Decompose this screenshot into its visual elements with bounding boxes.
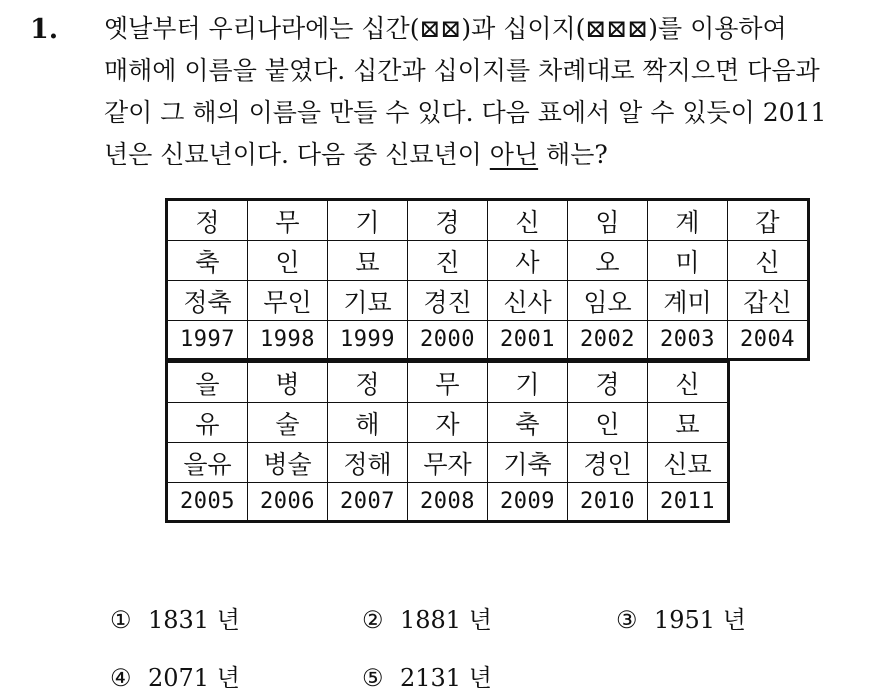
table-row: [167, 281, 809, 321]
table-cell: 임: [568, 200, 648, 241]
choice-text: 1831 년: [148, 606, 240, 634]
question-line-2: 매해에 이름을 붙였다. 십간과 십이지를 차례대로 짝지으면 다음과: [104, 56, 820, 85]
year-cell: 2004: [728, 321, 809, 360]
table-cell: 해: [328, 403, 408, 443]
table-cell: 병: [248, 362, 328, 403]
table-cell: 갑신: [728, 281, 809, 321]
year-cell: 1998: [248, 321, 328, 360]
question-line-4-lead: 년은 신묘년이다. 다음 중 신묘년이: [104, 140, 490, 169]
year-cell: 2006: [248, 483, 328, 522]
year-cell: 2009: [488, 483, 568, 522]
question-number: 1.: [30, 14, 59, 45]
table-cell: 신: [488, 200, 568, 241]
table-row: [167, 321, 809, 360]
table-cell: 경인: [568, 443, 648, 483]
table-cell: 사: [488, 241, 568, 281]
table-cell: 정해: [328, 443, 408, 483]
table-cell: 진: [408, 241, 488, 281]
choice-3[interactable]: [616, 600, 746, 635]
table-cell: 병술: [248, 443, 328, 483]
year-cell: 2001: [488, 321, 568, 360]
choice-mark: ③: [616, 606, 638, 634]
table-cell: 계: [648, 200, 728, 241]
year-cell: 2010: [568, 483, 648, 522]
choice-text: 2071 년: [148, 664, 240, 692]
question-line-1: 옛날부터 우리나라에는 십간(⊠⊠)과 십이지(⊠⊠⊠)를 이용하여: [104, 14, 787, 43]
question-line-3: 같이 그 해의 이름을 만들 수 있다. 다음 표에서 알 수 있듯이 2011: [104, 98, 827, 127]
cycle-table-1: [165, 198, 810, 361]
choice-5[interactable]: [362, 658, 492, 693]
table-cell: 갑: [728, 200, 809, 241]
question-text: [104, 8, 864, 176]
table-cell: 신묘: [648, 443, 729, 483]
table-cell: 을유: [167, 443, 248, 483]
table-cell: 축: [488, 403, 568, 443]
table-cell: 자: [408, 403, 488, 443]
table-cell: 경: [568, 362, 648, 403]
table-cell: 무: [408, 362, 488, 403]
table-cell: 을: [167, 362, 248, 403]
choice-text: 2131 년: [400, 664, 492, 692]
table-row: [167, 483, 729, 522]
table-cell: 신사: [488, 281, 568, 321]
year-cell: 2005: [167, 483, 248, 522]
table-cell: 기축: [488, 443, 568, 483]
year-cell: 2000: [408, 321, 488, 360]
underlined-word: 아닌: [489, 140, 539, 169]
year-cell: 2008: [408, 483, 488, 522]
question-line-4: [104, 134, 864, 176]
choice-mark: ②: [362, 606, 384, 634]
table-cell: 무: [248, 200, 328, 241]
cycle-table-2: [165, 360, 730, 523]
year-cell: 2011: [648, 483, 729, 522]
year-cell: 1999: [328, 321, 408, 360]
table-cell: 묘: [648, 403, 729, 443]
choice-mark: ⑤: [362, 664, 384, 692]
year-cell: 1997: [167, 321, 248, 360]
year-cell: 2003: [648, 321, 728, 360]
table-cell: 신: [728, 241, 809, 281]
table-cell: 기: [328, 200, 408, 241]
table-cell: 축: [167, 241, 248, 281]
choice-4[interactable]: [110, 658, 240, 693]
table-cell: 인: [248, 241, 328, 281]
question-line-4-tail: 해는?: [538, 140, 608, 169]
choice-text: 1881 년: [400, 606, 492, 634]
table-cell: 미: [648, 241, 728, 281]
table-row: [167, 443, 729, 483]
choice-text: 1951 년: [654, 606, 746, 634]
table-cell: 무인: [248, 281, 328, 321]
table-cell: 계미: [648, 281, 728, 321]
year-cell: 2007: [328, 483, 408, 522]
table-cell: 기: [488, 362, 568, 403]
table-cell: 인: [568, 403, 648, 443]
table-row: [167, 241, 809, 281]
table-cell: 술: [248, 403, 328, 443]
table-cell: 경: [408, 200, 488, 241]
table-cell: 무자: [408, 443, 488, 483]
table-cell: 임오: [568, 281, 648, 321]
year-cell: 2002: [568, 321, 648, 360]
table-row: [167, 200, 809, 241]
choice-1[interactable]: [110, 600, 240, 635]
table-row: [167, 362, 729, 403]
table-cell: 정: [167, 200, 248, 241]
table-cell: 유: [167, 403, 248, 443]
table-cell: 경진: [408, 281, 488, 321]
table-cell: 묘: [328, 241, 408, 281]
table-cell: 정축: [167, 281, 248, 321]
table-row: [167, 403, 729, 443]
table-cell: 오: [568, 241, 648, 281]
choice-mark: ④: [110, 664, 132, 692]
table-cell: 기묘: [328, 281, 408, 321]
table-cell: 정: [328, 362, 408, 403]
choice-mark: ①: [110, 606, 132, 634]
table-cell: 신: [648, 362, 729, 403]
choice-2[interactable]: [362, 600, 492, 635]
